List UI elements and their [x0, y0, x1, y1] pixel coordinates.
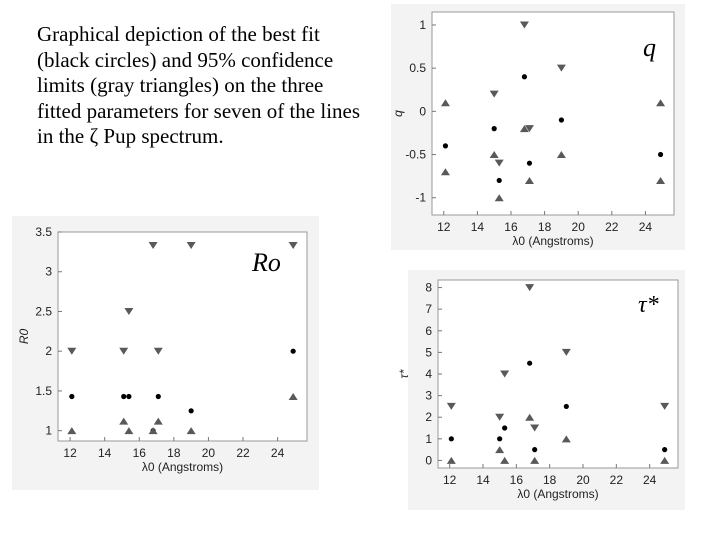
- best-fit-point: [502, 425, 507, 430]
- x-tick-label: 20: [571, 220, 585, 234]
- y-tick-label: 6: [425, 323, 432, 338]
- best-fit-point: [564, 404, 569, 409]
- x-tick-label: 24: [638, 220, 653, 234]
- x-axis-label: λ0 (Angstroms): [141, 460, 224, 474]
- x-tick-label: 24: [642, 473, 657, 487]
- best-fit-point: [291, 349, 296, 354]
- best-fit-point: [497, 436, 502, 441]
- tau-chart: [397, 270, 685, 510]
- best-fit-point: [662, 447, 667, 452]
- tau-chart-panel: [397, 270, 685, 510]
- best-fit-point: [156, 394, 161, 399]
- x-axis-label: λ0 (Angstroms): [512, 234, 594, 248]
- y-tick-label: 5: [425, 345, 432, 360]
- best-fit-point: [527, 361, 532, 366]
- y-tick-label: 2: [425, 410, 432, 425]
- y-tick-label: 2.5: [35, 304, 52, 319]
- q-chart-panel: [391, 4, 685, 250]
- y-tick-label: 1: [45, 423, 52, 438]
- x-tick-label: 12: [63, 446, 77, 460]
- best-fit-point: [69, 394, 74, 399]
- y-tick-label: -1: [415, 190, 426, 205]
- figure-caption: Graphical depiction of the best fit (black circles) and 95% confidence limits (gray triangles) on the three fitted parameters for seven of the lines in the ζ Pup spectrum.: [37, 22, 361, 148]
- x-tick-label: 24: [270, 446, 285, 460]
- r0-chart: [12, 216, 319, 490]
- x-tick-label: 12: [437, 220, 451, 234]
- y-axis-label: R0: [17, 328, 31, 345]
- panel-tag-label: τ*: [638, 292, 659, 318]
- q-chart: [391, 4, 685, 250]
- best-fit-point: [522, 74, 527, 79]
- x-tick-label: 16: [132, 446, 146, 460]
- x-tick-label: 14: [98, 446, 112, 460]
- x-tick-label: 22: [609, 473, 624, 487]
- x-tick-label: 20: [576, 473, 590, 487]
- best-fit-point: [532, 447, 537, 452]
- best-fit-point: [492, 126, 497, 131]
- y-axis-label: τ*: [397, 369, 411, 379]
- best-fit-point: [121, 394, 126, 399]
- best-fit-point: [559, 117, 564, 122]
- y-tick-label: 2: [45, 344, 52, 359]
- best-fit-point: [527, 161, 532, 166]
- x-tick-label: 22: [605, 220, 619, 234]
- best-fit-point: [189, 408, 194, 413]
- x-axis-label: λ0 (Angstroms): [517, 487, 599, 501]
- x-tick-label: 22: [236, 446, 250, 460]
- r0-chart-panel: [12, 216, 319, 490]
- y-axis-label: q: [391, 110, 405, 117]
- y-tick-label: 1: [419, 17, 426, 32]
- x-tick-label: 16: [509, 473, 524, 487]
- y-tick-label: 0.5: [409, 61, 426, 76]
- y-tick-label: 3: [45, 264, 52, 279]
- y-tick-label: 1.5: [35, 383, 52, 398]
- x-tick-label: 18: [167, 446, 181, 460]
- x-tick-label: 18: [542, 473, 557, 487]
- y-tick-label: 1: [425, 431, 432, 446]
- y-tick-label: 4: [425, 367, 432, 381]
- x-tick-label: 14: [470, 220, 485, 234]
- x-tick-label: 20: [201, 446, 216, 460]
- y-tick-label: 8: [425, 280, 432, 295]
- panel-tag-label: q: [643, 33, 656, 62]
- best-fit-point: [497, 178, 502, 183]
- y-tick-label: 3: [425, 388, 432, 403]
- x-tick-label: 14: [476, 473, 490, 487]
- best-fit-point: [443, 143, 448, 148]
- plot-area: [432, 12, 674, 215]
- best-fit-point: [658, 152, 663, 157]
- panel-tag-label: Ro: [252, 248, 281, 277]
- best-fit-point: [126, 394, 131, 399]
- x-tick-label: 16: [504, 220, 518, 234]
- y-tick-label: 7: [425, 302, 432, 317]
- y-tick-label: -0.5: [405, 147, 426, 162]
- x-tick-label: 12: [442, 473, 457, 487]
- x-tick-label: 18: [537, 220, 552, 234]
- y-tick-label: 0: [425, 453, 432, 468]
- y-tick-label: 3.5: [35, 225, 52, 239]
- y-tick-label: 0: [419, 104, 426, 119]
- best-fit-point: [449, 436, 454, 441]
